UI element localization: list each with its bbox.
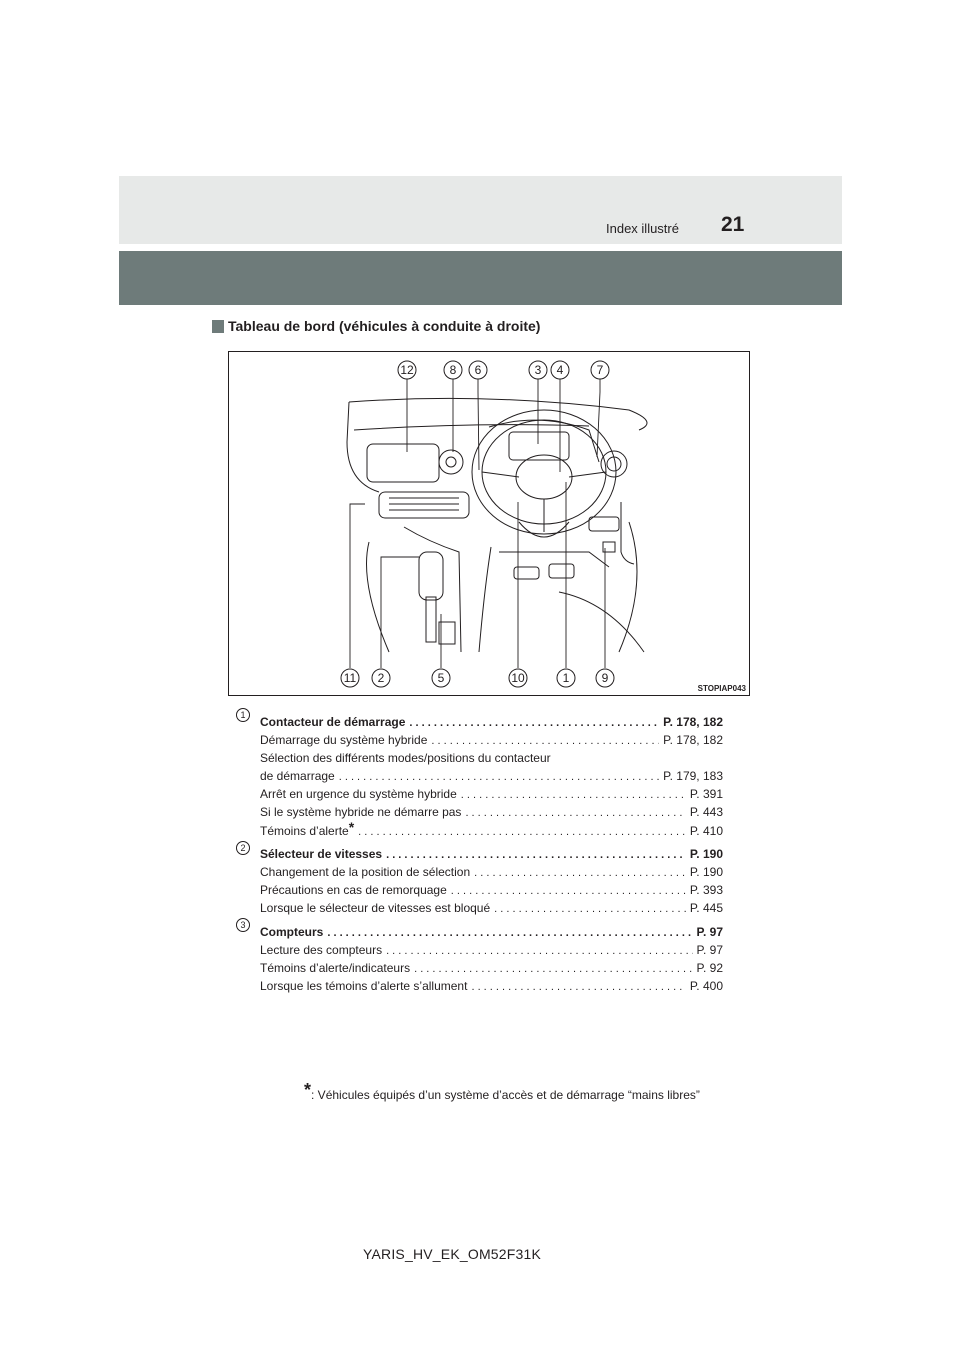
entry-item-text: Démarrage du système hybride (260, 733, 428, 747)
callout-4: 4 (556, 363, 564, 377)
callout-10: 10 (511, 671, 525, 685)
entry-item (260, 979, 723, 994)
callout-7: 7 (596, 363, 604, 377)
entry-item-ref: P. 393 (689, 883, 723, 897)
entry-item (260, 865, 723, 880)
entry-item-text: Témoins d’alerte/indicateurs (260, 961, 411, 975)
leader-dots (327, 926, 692, 940)
section-label: Index illustré (606, 221, 679, 236)
entry-item-text: Si le système hybride ne démarre pas (260, 805, 462, 819)
entry-item (260, 787, 723, 802)
leader-dots (414, 962, 692, 976)
entry-item-ref: P. 445 (689, 901, 723, 915)
entry-item-text-main: Témoins d’alerte (260, 824, 349, 838)
entry-title: Sélecteur de vitesses (260, 847, 383, 861)
callout-1: 1 (562, 671, 570, 685)
entry-item-ref: P. 410 (689, 824, 723, 838)
entry-item-text: Changement de la position de sélection (260, 865, 471, 879)
entry-number-badge: 2 (236, 841, 250, 855)
entry-page-ref: P. 97 (696, 925, 723, 939)
entry-item-text: Lorsque les témoins d’alerte s’allument (260, 979, 468, 993)
leader-dots (451, 884, 686, 898)
entry-item-text: Précautions en cas de remorquage (260, 883, 447, 897)
entry-title: Compteurs (260, 925, 324, 939)
leader-dots (494, 902, 686, 916)
leader-dots (465, 806, 685, 820)
entry-number-badge: 3 (236, 918, 250, 932)
entry-item (260, 733, 723, 748)
entry-item-ref: P. 190 (689, 865, 723, 879)
entry-page-ref: P. 178, 182 (663, 715, 723, 729)
leader-dots (358, 825, 686, 839)
entry-item-text (260, 819, 355, 838)
callout-5: 5 (437, 671, 445, 685)
figure-code: STOPIAP043 (697, 684, 746, 693)
entry-title-row (260, 715, 723, 730)
callout-6: 6 (474, 363, 482, 377)
callout-12: 12 (400, 363, 414, 377)
footnote-asterisk: * (304, 1080, 312, 1100)
entry-item-text: Lecture des compteurs (260, 943, 383, 957)
entry-title: Contacteur de démarrage (260, 715, 406, 729)
leader-dots (386, 944, 692, 958)
callout-11: 11 (343, 671, 357, 685)
entry-item-ref: P. 391 (689, 787, 723, 801)
entry-title-row (260, 925, 723, 940)
dashboard-line-drawing (229, 352, 751, 697)
section-marker-square (212, 320, 224, 333)
entry-item (260, 943, 723, 958)
leader-dots (386, 848, 686, 862)
leader-dots (339, 770, 659, 784)
entry-item (260, 883, 723, 898)
leader-dots (431, 734, 659, 748)
page-number: 21 (721, 213, 745, 236)
footnote-text: : Véhicules équipés d’un système d’accès et de démarrage “mains libres” (311, 1088, 700, 1102)
callout-8: 8 (449, 363, 457, 377)
header-divider-bar (119, 251, 842, 305)
leader-dots (474, 866, 686, 880)
entry-item-text: de démarrage (260, 769, 335, 783)
leader-dots (461, 788, 686, 802)
entry-item-ref: P. 443 (689, 805, 723, 819)
callout-2: 2 (377, 671, 385, 685)
footnote (304, 1080, 700, 1104)
callout-9: 9 (601, 671, 609, 685)
entry-number-badge: 1 (236, 708, 250, 722)
entry-page-ref: P. 190 (689, 847, 723, 861)
entry-item-text: Lorsque le sélecteur de vitesses est bloqué (260, 901, 491, 915)
dashboard-illustration (228, 351, 750, 696)
entry-item-ref: P. 92 (696, 961, 723, 975)
entry-item (260, 805, 723, 820)
entry-item-text: Arrêt en urgence du système hybride (260, 787, 457, 801)
entry-item (260, 751, 723, 765)
entry-item-ref: P. 400 (689, 979, 723, 993)
entry-item-ref: P. 178, 182 (663, 733, 723, 747)
entry-item-ref: P. 179, 183 (663, 769, 723, 783)
footnote-asterisk: * (348, 819, 355, 835)
entry-item-ref: P. 97 (696, 943, 723, 957)
entry-item (260, 901, 723, 916)
entry-item-text: Sélection des différents modes/positions du contacteur (260, 751, 551, 765)
entry-item (260, 819, 723, 839)
leader-dots (409, 716, 659, 730)
callout-3: 3 (534, 363, 542, 377)
document-code: YARIS_HV_EK_OM52F31K (363, 1246, 542, 1262)
leader-dots (471, 980, 685, 994)
entry-title-row (260, 847, 723, 862)
entry-item (260, 769, 723, 784)
section-heading: Tableau de bord (véhicules à conduite à droite) (228, 318, 541, 334)
entry-item (260, 961, 723, 976)
